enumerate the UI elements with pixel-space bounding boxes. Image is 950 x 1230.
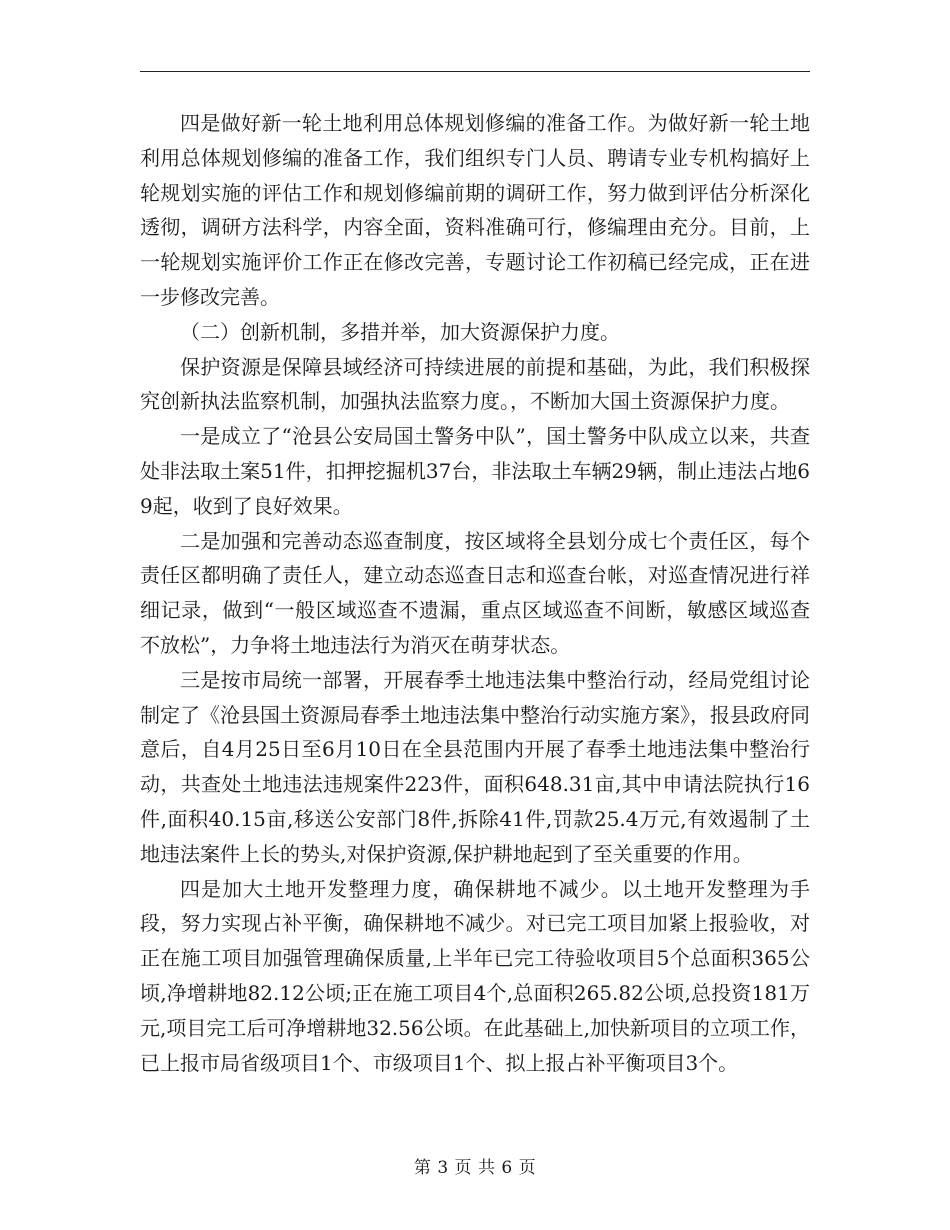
paragraph-patrol-system: 二是加强和完善动态巡查制度，按区域将全县划分成七个责任区，每个责任区都明确了责任人，建立动态巡查日志和巡查台帐，对巡查情况进行祥细记录，做到“一般区域巡查不遗漏，重点区域巡查不间断，敏感区域巡查不放松”，力争将土地违法行为消灭在萌芽状态。 (140, 528, 810, 657)
document-body (140, 106, 810, 1080)
paragraph-planning-revision: 四是做好新一轮土地利用总体规划修编的准备工作。为做好新一轮土地利用总体规划修编的准备工作，我们组织专门人员、聘请专业专机构搞好上轮规划实施的评估工作和规划修编前期的调研工作，努力做到评估分析深化透彻，调研方法科学，内容全面，资料准确可行，修编理由充分。目前，上一轮规划实施评价工作正在修改完善，专题讨论工作初稿已经完成，正在进一步修改完善。 (140, 111, 810, 309)
page-number-footer: 第 3 页 共 6 页 (413, 1158, 537, 1178)
paragraph-land-development: 四是加大土地开发整理力度，确保耕地不减少。以土地开发整理为手段，努力实现占补平衡，确保耕地不减少。对已完工项目加紧上报验收，对正在施工项目加强管理确保质量,上半年已完工待验收项目5个总面积365公顷,净增耕地82.12公顷;正在施工项目4个,总面积265.82公顷,总投资181万元,项目完工后可净增耕地32.56公顷。在此基础上,加快新项目的立项工作，已上报市局省级项目1个、市级项目1个、拟上报占补平衡项目3个。 (140, 876, 810, 1075)
paragraph-spring-campaign: 三是按市局统一部署，开展春季土地违法集中整治行动，经局党组讨论制定了《沧县国土资源局春季土地违法集中整治行动实施方案》，报县政府同意后，自4月25日至6月10日在全县范围内开展了春季土地违法集中整治行动，共查处土地违法违规案件223件，面积648.31亩,其中申请法院执行16件,面积40.15亩,移送公安部门8件,拆除41件,罚款25.4万元,有效遏制了土地违法案件上长的势头,对保护资源,保护耕地起到了至关重要的作用。 (140, 667, 810, 866)
header-rule (140, 71, 810, 72)
paragraph-resource-protection-intro: 保护资源是保障县域经济可持续进展的前提和基础，为此，我们积极探究创新执法监察机制，加强执法监察力度。，不断加大国土资源保护力度。 (140, 354, 810, 414)
section-heading-resource-protection: （二）创新机制，多措并举，加大资源保护力度。 (180, 319, 620, 344)
paragraph-police-squad: 一是成立了“沧县公安局国土警务中队”，国土警务中队成立以来，共查处非法取土案51件，扣押挖掘机37台，非法取土车辆29辆，制止违法占地69起，收到了良好效果。 (140, 424, 810, 518)
